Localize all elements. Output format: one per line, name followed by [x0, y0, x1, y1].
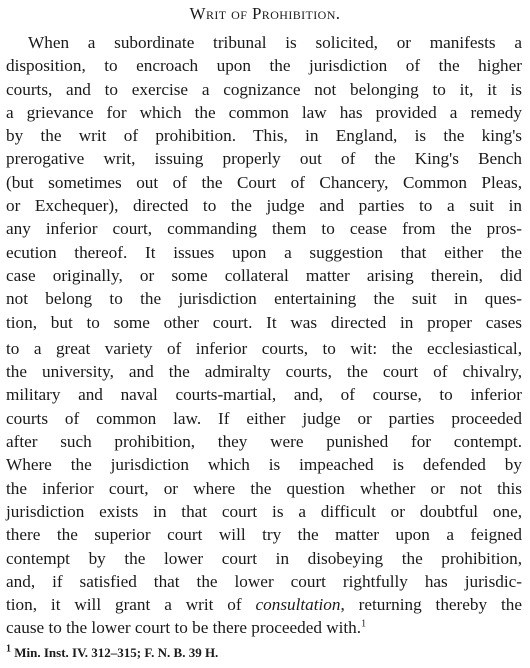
text-line: there the superior court will try the matter upon a feigned — [6, 525, 522, 545]
footnote-marker: 1 — [6, 643, 11, 655]
line-tail: , returning thereby the — [340, 595, 522, 615]
text-line-with-italic — [6, 593, 522, 616]
text-line: by the writ of prohibition. This, in England, is the king's — [6, 126, 522, 146]
text-line: a grievance for which the common law has provided a remedy — [6, 102, 522, 122]
text-line: and, if satisfied that the lower court rightfully has jurisdic- — [6, 571, 522, 591]
text-line: jurisdiction exists in that court is a difficult or doubtful one, — [6, 501, 522, 521]
text-line: When a subordinate tribunal is solicited, or manifests a — [28, 33, 522, 52]
text-line: contempt by the lower court in disobeying the prohibition, — [6, 548, 522, 568]
text-line: the inferior court, or where the question whether or not this — [6, 478, 522, 498]
text-line: ecution thereof. It issues upon a suggestion that either the — [6, 242, 522, 262]
text-line: to a great variety of inferior courts, to wit: the ecclesiastical, — [6, 338, 522, 358]
footnote-reference: 1 — [361, 618, 367, 630]
text-line: case originally, or some collateral matter arising therein, did — [6, 265, 522, 285]
text-line: tion, but to some other court. It was directed in proper cases — [6, 312, 522, 332]
text-line: the university, and the admiralty courts, the court of chivalry, — [6, 362, 522, 382]
section-heading: Writ of Prohibition. — [189, 4, 341, 23]
text-line: any inferior court, commanding them to cease from the pros- — [6, 219, 522, 239]
italic-term: consultation — [255, 595, 341, 615]
text-line: (but sometimes out of the Court of Chancery, Common Pleas, — [6, 172, 522, 192]
text-line: courts, and to exercise a cognizance not belonging to it, it is — [6, 79, 522, 99]
text-line: after such prohibition, they were punished for contempt. — [6, 432, 522, 452]
text-line: prerogative writ, issuing properly out of the King's Bench — [6, 149, 522, 169]
text-line: military and naval courts-martial, and, of course, to inferior — [6, 385, 522, 405]
text-line: disposition, to encroach upon the jurisdiction of the higher — [6, 56, 522, 76]
footnote-text: Min. Inst. IV. 312–315; F. N. B. 39 H. — [11, 645, 219, 660]
footnote — [6, 645, 218, 661]
final-line-text: cause to the lower court to be there proceeded with. — [6, 618, 362, 638]
text-line: Where the jurisdiction which is impeached is defended by — [6, 455, 522, 475]
line-head: tion, it will grant a writ of — [6, 595, 242, 615]
final-text-line — [6, 616, 522, 639]
body-paragraph — [6, 31, 522, 640]
text-line: or Exchequer), directed to the judge and parties to a suit in — [6, 196, 522, 216]
text-line: courts of common law. If either judge or parties proceeded — [6, 408, 522, 428]
text-line: not belong to the jurisdiction entertaining the suit in ques- — [6, 289, 522, 309]
